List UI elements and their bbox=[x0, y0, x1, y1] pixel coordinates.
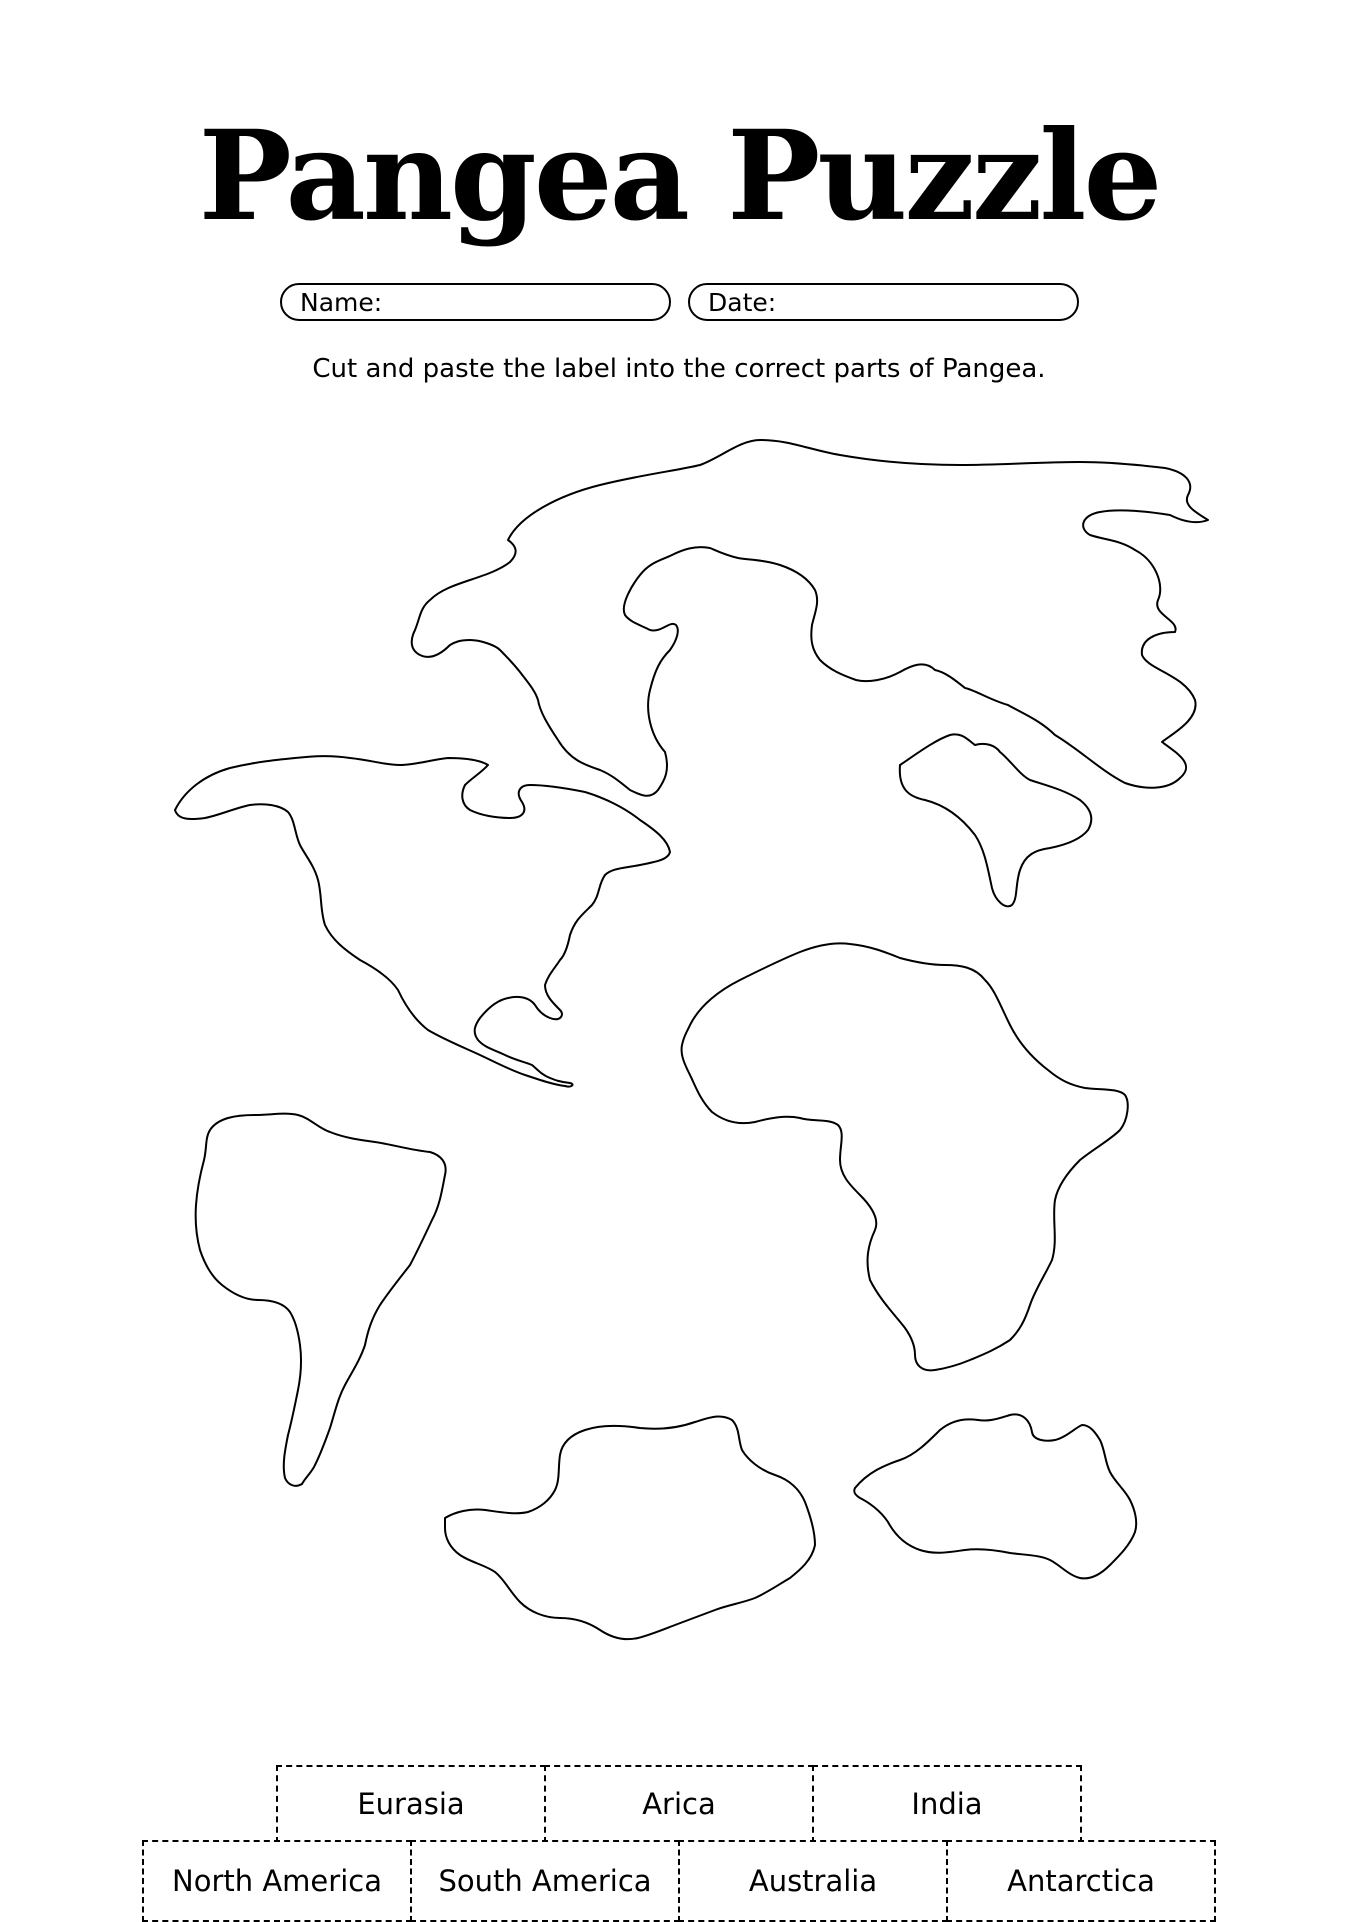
label-australia-text: Australia bbox=[748, 1864, 878, 1898]
africa-outline bbox=[682, 943, 1128, 1370]
label-africa[interactable] bbox=[544, 1765, 814, 1843]
label-antarctica[interactable] bbox=[946, 1840, 1216, 1922]
date-label: Date: bbox=[708, 288, 777, 317]
name-label: Name: bbox=[300, 288, 383, 317]
page-title: Pangea Puzzle bbox=[198, 104, 1160, 249]
label-north-america-text: North America bbox=[172, 1864, 382, 1898]
label-south-america[interactable] bbox=[410, 1840, 680, 1922]
label-antarctica-text: Antarctica bbox=[1007, 1864, 1155, 1898]
label-india-text: India bbox=[911, 1787, 983, 1821]
label-india[interactable] bbox=[812, 1765, 1082, 1843]
label-south-america-text: South America bbox=[438, 1864, 652, 1898]
instructions-text: Cut and paste the label into the correct parts of Pangea. bbox=[312, 354, 1046, 384]
south-america-outline bbox=[196, 1114, 446, 1486]
label-australia[interactable] bbox=[678, 1840, 948, 1922]
eurasia-outline bbox=[412, 440, 1208, 796]
antarctica-outline bbox=[445, 1416, 815, 1639]
label-africa-text: Arica bbox=[642, 1787, 716, 1821]
australia-outline bbox=[854, 1414, 1136, 1578]
label-north-america[interactable] bbox=[142, 1840, 412, 1922]
label-eurasia[interactable] bbox=[276, 1765, 546, 1843]
label-eurasia-text: Eurasia bbox=[357, 1787, 465, 1821]
india-outline bbox=[900, 734, 1091, 906]
north-america-outline bbox=[175, 756, 670, 1086]
